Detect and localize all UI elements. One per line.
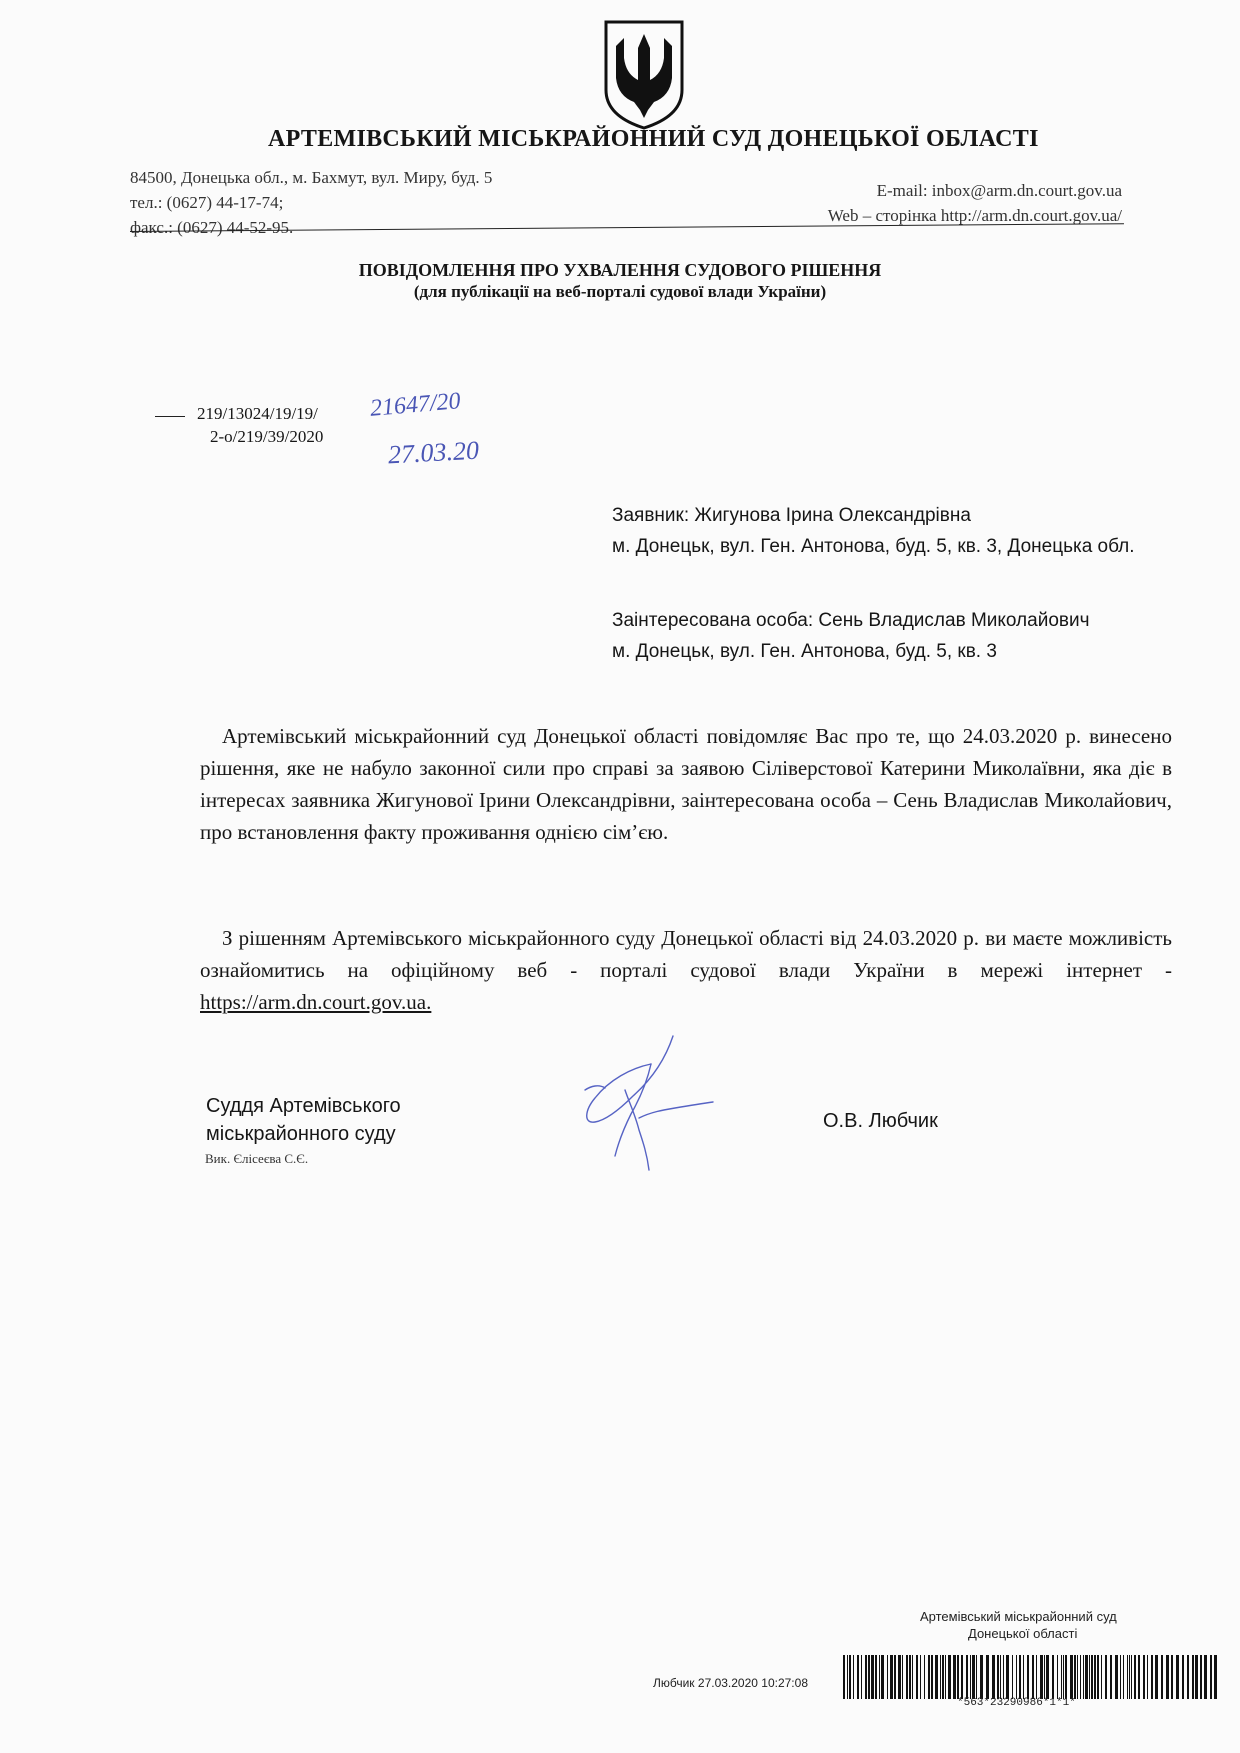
registration-number: [155, 404, 318, 424]
notice-paragraph: Артемівський міськрайонний суд Донецької області повідомляє Вас про те, що 24.03.2020 р. винесено рішення, яке не набуло законної сили про справі за заявою Сіліверстової Катерини Миколаївни, яка діє в інтересах заявника Жигунової Ірини Олександрівни, заінтересована особа – Сень Владислав Миколайович, про встановлення факту проживання однією сім’єю.: [200, 724, 1172, 844]
interested-party-address: м. Донецьк, вул. Ген. Антонова, буд. 5, кв. 3: [612, 641, 997, 662]
access-paragraph: [200, 922, 1172, 1018]
executor-name: Вик. Єлісеєва С.Є.: [205, 1151, 309, 1166]
barcode-icon: [843, 1655, 1217, 1699]
barcode-text: *563*23290986*1*1*: [957, 1697, 1076, 1709]
ukraine-trident-emblem-icon: [600, 18, 688, 130]
applicant-address: м. Донецьк, вул. Ген. Антонова, буд. 5, кв. 3, Донецька обл.: [612, 536, 1135, 557]
handwritten-number: 21647/20: [368, 388, 462, 422]
access-paragraph-text: З рішенням Артемівського міськрайонного суду Донецької області від 24.03.2020 р. ви маєте можливість ознайомитись на офіційному веб - порталі судової влади України в мережі інтернет -: [200, 926, 1172, 982]
applicant-block: [612, 500, 1172, 562]
handwritten-date: 27.03.20: [387, 435, 480, 470]
court-portal-link[interactable]: https://arm.dn.court.gov.ua.: [200, 990, 432, 1014]
phone-line: тел.: (0627) 44-17-74;: [130, 193, 284, 212]
stamp-court-region: Донецької області: [968, 1626, 1078, 1641]
court-contacts: [828, 178, 1122, 228]
court-website: Web – сторінка http://arm.dn.court.gov.ua/: [827, 206, 1122, 225]
address-line: 84500, Донецька обл., м. Бахмут, вул. Миру, буд. 5: [130, 168, 493, 187]
judge-name: О.В. Любчик: [823, 1110, 938, 1132]
judge-title-line: міськрайонного суду: [206, 1123, 396, 1145]
applicant-name: Заявник: Жигунова Ірина Олександрівна: [612, 505, 971, 526]
notice-subtitle: (для публікації на веб-порталі судової влади України): [413, 282, 827, 301]
judge-title: [206, 1092, 401, 1148]
stamp-signer-timestamp: Любчик 27.03.2020 10:27:08: [653, 1676, 808, 1690]
judge-title-line: Суддя Артемівського: [206, 1095, 401, 1117]
interested-party-name: Заінтересована особа: Сень Владислав Миколайович: [612, 610, 1090, 631]
stamp-court-name: Артемівський міськрайонний суд: [920, 1609, 1117, 1624]
fax-line: факс.: (0627) 44-52-95.: [130, 218, 294, 237]
notice-title: ПОВІДОМЛЕННЯ ПРО УХВАЛЕННЯ СУДОВОГО РІШЕННЯ: [358, 260, 882, 280]
court-name: АРТЕМІВСЬКИЙ МІСЬКРАЙОННИЙ СУД ДОНЕЦЬКОЇ ОБЛАСТІ: [268, 126, 1039, 152]
interested-party-block: [612, 605, 1172, 667]
handwritten-signature-icon: [555, 1030, 720, 1175]
registration-number-text: 219/13024/19/19/: [197, 404, 318, 423]
court-email: E-mail: inbox@arm.dn.court.gov.ua: [876, 181, 1122, 200]
case-number: 2-о/219/39/2020: [210, 427, 324, 446]
